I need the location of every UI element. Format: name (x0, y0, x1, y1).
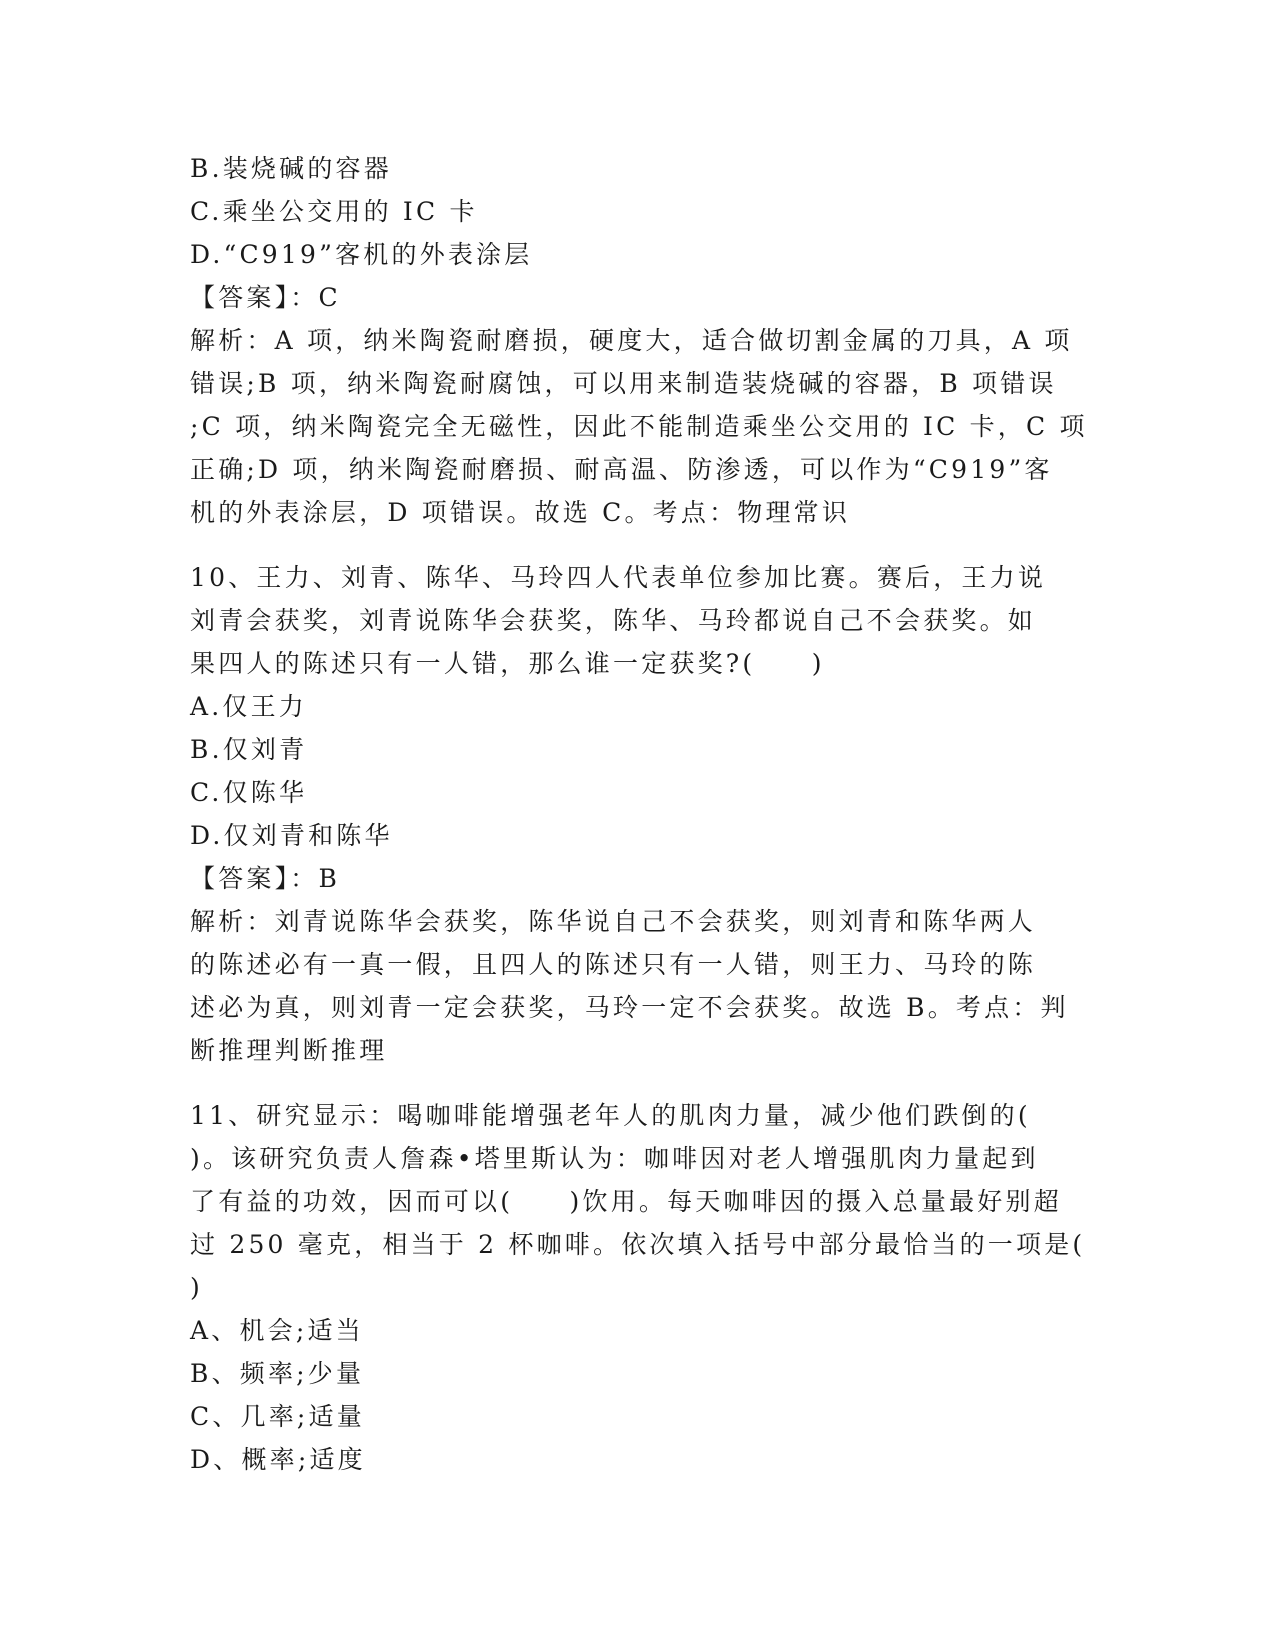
stem-line: 过 250 毫克，相当于 2 杯咖啡。依次填入括号中部分最恰当的一项是( (190, 1230, 1086, 1259)
analysis-line: 的陈述必有一真一假，且四人的陈述只有一人错，则王力、马玲的陈 (190, 950, 1037, 979)
question-10-answer: 【答案】：B (190, 864, 341, 893)
analysis-line: ;C 项，纳米陶瓷完全无磁性，因此不能制造乘坐公交用的 IC 卡，C 项 (190, 412, 1088, 441)
option-a: A.仅王力 (190, 692, 308, 721)
option-c: C.乘坐公交用的 IC 卡 (190, 197, 478, 226)
analysis-line: 断推理判断推理 (190, 1036, 388, 1065)
question-10-analysis (190, 900, 1090, 1072)
question-10-options (190, 685, 1090, 857)
question-9-options (190, 147, 1090, 276)
option-d: D.“C919”客机的外表涂层 (190, 240, 533, 269)
option-c: C.仅陈华 (190, 778, 308, 807)
analysis-line: 正确;D 项，纳米陶瓷耐磨损、耐高温、防渗透，可以作为“C919”客 (190, 455, 1053, 484)
option-d: D、概率;适度 (190, 1445, 366, 1474)
stem-line: 刘青会获奖，刘青说陈华会获奖，陈华、马玲都说自己不会获奖。如 (190, 606, 1037, 635)
stem-line: 10、王力、刘青、陈华、马玲四人代表单位参加比赛。赛后，王力说 (190, 563, 1047, 592)
analysis-line: 解析：A 项，纳米陶瓷耐磨损，硬度大，适合做切割金属的刀具，A 项 (190, 326, 1073, 355)
option-b: B.仅刘青 (190, 735, 308, 764)
option-a: A、机会;适当 (190, 1316, 364, 1345)
stem-line: 11、研究显示：喝咖啡能增强老年人的肌肉力量，减少他们跌倒的( (190, 1101, 1031, 1130)
stem-line: ) (190, 1273, 203, 1302)
stem-line: )。该研究负责人詹森•塔里斯认为：咖啡因对老人增强肌肉力量起到 (190, 1144, 1039, 1173)
question-9-analysis (190, 319, 1090, 534)
option-d: D.仅刘青和陈华 (190, 821, 393, 850)
option-b: B、频率;少量 (190, 1359, 365, 1388)
stem-line: 了有益的功效，因而可以( )饮用。每天咖啡因的摄入总量最好别超 (190, 1187, 1062, 1216)
document-page (190, 147, 1090, 1481)
option-c: C、几率;适量 (190, 1402, 365, 1431)
paragraph-gap (190, 534, 1090, 556)
question-10-stem (190, 556, 1090, 685)
question-11-options (190, 1309, 1090, 1481)
analysis-line: 机的外表涂层，D 项错误。故选 C。考点：物理常识 (190, 498, 851, 527)
analysis-line: 错误;B 项，纳米陶瓷耐腐蚀，可以用来制造装烧碱的容器，B 项错误 (190, 369, 1057, 398)
analysis-line: 解析：刘青说陈华会获奖，陈华说自己不会获奖，则刘青和陈华两人 (190, 907, 1037, 936)
stem-line: 果四人的陈述只有一人错，那么谁一定获奖?( ) (190, 649, 825, 678)
analysis-line: 述必为真，则刘青一定会获奖，马玲一定不会获奖。故选 B。考点：判 (190, 993, 1069, 1022)
option-b: B.装烧碱的容器 (190, 154, 392, 183)
question-11-stem (190, 1094, 1090, 1309)
question-9-answer: 【答案】：C (190, 283, 341, 312)
paragraph-gap (190, 1072, 1090, 1094)
